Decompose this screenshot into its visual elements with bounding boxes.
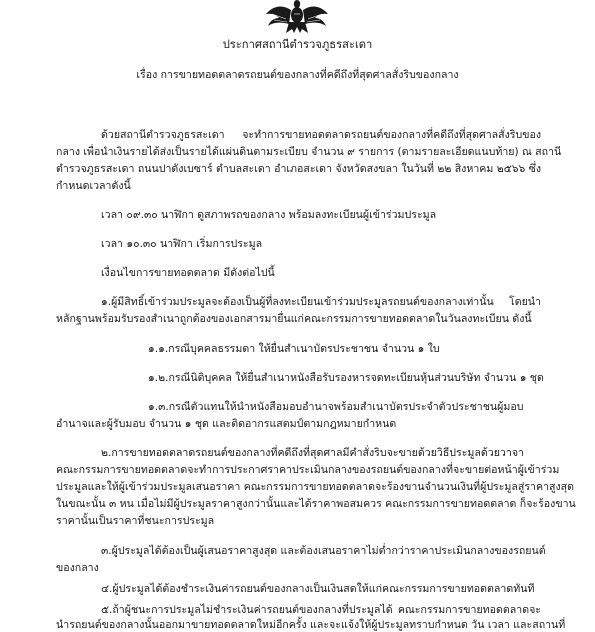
clause-1-3-line-1: ๑.๓.กรณีตัวแทนให้นำหนังสือมอบอำนาจพร้อมสำเนาบัตรประจำตัวประชาชนผู้มอบ (148, 401, 524, 413)
clause-1-1: ๑.๑.กรณีบุคคลธรรมดา ให้ยื่นสำเนาบัตรประชาชน จำนวน ๑ ใบ (148, 343, 440, 355)
schedule-viewing: เวลา ๐๙.๓๐ นาฬิกา ดูสภาพรถของกลาง พร้อมลงทะเบียนผู้เข้าร่วมประมูล (101, 209, 437, 221)
conditions-heading: เงื่อนไขการขายทอดตลาด มีดังต่อไปนี้ (101, 267, 275, 279)
clause-2-line-1: ๒.การขายทอดตลาดรถยนต์ของกลางที่คดีถึงที่สุดศาลมีคำสั่งริบจะขายด้วยวิธีประมูลด้วยวาจา (101, 447, 524, 459)
clause-2-line-2: คณะกรรมการขายทอดตลาดจะทำการประกาศราคาประเมินกลางของรถยนต์ของกลางที่จะขายต่อหน้าผู้เข้าร่วม (56, 464, 560, 476)
intro-line-3: ตำรวจภูธรสะเดา ถนนปาดังเบซาร์ ตำบลสะเดา อำเภอสะเดา จังหวัดสงขลา ในวันที่ ๒๒ สิงหาคม ๒๕๖๖ ซึ่ง (56, 163, 541, 175)
clause-1-line-2: หลักฐานพร้อมรับรองสำเนาถูกต้องของเอกสารมายื่นแก่คณะกรรมการขายทอดตลาดในวันลงทะเบียน ดังนี้ (56, 313, 532, 325)
clause-3-line-2: ของกลาง (56, 562, 99, 574)
agency-title: ประกาศสถานีตำรวจภูธรสะเดา (222, 38, 373, 51)
clause-2-line-3: ประมูลและให้ผู้เข้าร่วมประมูลเสนอราคา คณะกรรมการขายทอดตลาดจะร้องขานจำนวนเงินที่ผู้ประมูลสู่ราคาสูงสุด (56, 481, 575, 493)
clause-1-line-1: ๑.ผู้มีสิทธิ์เข้าร่วมประมูลจะต้องเป็นผู้ที่ลงทะเบียนเข้าร่วมประมูลรถยนต์ของกลางเท่านั้น โดยนำ (101, 296, 541, 308)
clause-2-line-4: ในขณะนั้น ๓ หน เมื่อไม่มีผู้ประมูลราคาสูงกว่านั้นและได้ราคาพอสมควร คณะกรรมการขายทอดตลาด ก็จะร้องขาน (56, 498, 576, 510)
intro-line-4: กำหนดเวลาดังนี้ (56, 180, 131, 192)
intro-line-2: กลาง เพื่อนำเงินรายได้ส่งเป็นรายได้แผ่นดินตามระเบียบ จำนวน ๙ รายการ (ตามรายละเอียดแนบท้าย) ณ สถานี (56, 146, 562, 158)
garuda-emblem-icon (262, 0, 332, 34)
intro-line-1: ด้วยสถานีตำรวจภูธรสะเดา จะทำการขายทอดตลาดรถยนต์ของกลางที่คดีถึงที่สุดศาลสั่งริบของ (101, 129, 541, 141)
clause-1-3-line-2: อำนาจและผู้รับมอบ จำนวน ๑ ชุด และติดอากรแสตมป์ตามกฎหมายกำหนด (56, 418, 397, 430)
clause-5-line-1: ๕.ถ้าผู้ชนะการประมูลไม่ชำระเงินค่ารถยนต์ของกลางที่ประมูลได้ คณะกรรมการขายทอดตลาดจะ (101, 604, 541, 616)
clause-4: ๔.ผู้ประมูลได้ต้องชำระเงินค่ารถยนต์ของกลางเป็นเงินสดให้แก่คณะกรรมการขายทอดตลาดทันที (101, 583, 535, 595)
subject-line: เรื่อง การขายทอดตลาดรถยนต์ของกลางที่คดีถึงที่สุดศาลสั่งริบของกลาง (136, 69, 459, 81)
clause-1-2: ๑.๒.กรณีนิติบุคคล ให้ยื่นสำเนาหนังสือรับรองหารจดทะเบียนหุ้นส่วนบริษัท จำนวน ๑ ชุด (148, 372, 544, 384)
schedule-auction-start: เวลา ๑๐.๓๐ นาฬิกา เริ่มการประมูล (101, 238, 263, 250)
clause-2-line-5: ราคานั้นเป็นราคาที่ชนะการประมูล (56, 515, 215, 527)
clause-5-line-2: นำรถยนต์ของกลางนั้นออกมาขายทอดตลาดใหม่อีกครั้ง และจะแจ้งให้ผู้ประมูลทราบกำหนด วัน เวลา และสถานที่ (56, 619, 566, 631)
clause-3-line-1: ๓.ผู้ประมูลได้ต้องเป็นผู้เสนอราคาสูงสุด และต้องเสนอราคาไม่ต่ำกว่าราคาประเมินกลางของรถยนต์ (101, 545, 546, 557)
